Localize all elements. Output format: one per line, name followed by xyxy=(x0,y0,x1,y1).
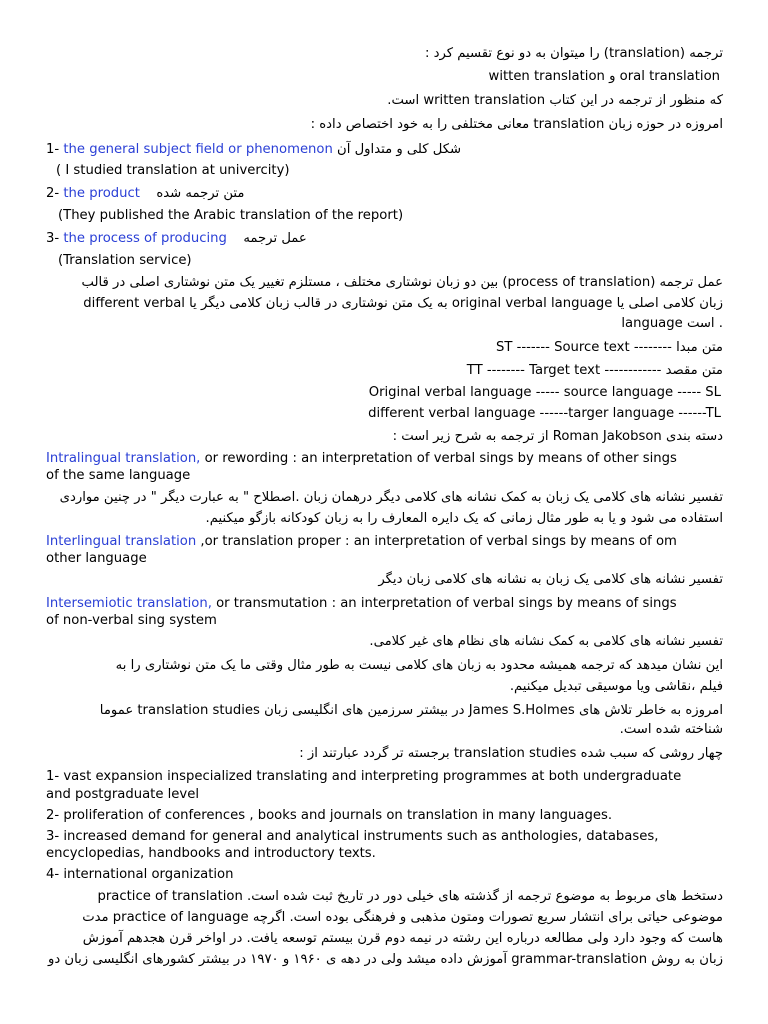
text-line: که منظور از ترجمه در این کتاب written translation است. xyxy=(387,93,723,108)
persian-gloss: عمل ترجمه xyxy=(243,231,307,246)
text-line: other language xyxy=(46,551,147,566)
text-line: encyclopedias, handbooks and introductory texts. xyxy=(46,846,376,861)
item-number: 1- xyxy=(46,142,60,157)
list-item: 2- proliferation of conferences , books and journals on translation in many languages. xyxy=(46,808,613,823)
term-highlight: Interlingual translation xyxy=(46,534,197,549)
persian-gloss: شکل کلی و متداول آن xyxy=(337,142,462,157)
definition-line xyxy=(46,595,677,612)
text-line: ترجمه (translation) را میتوان به دو نوع تقسیم کرد : xyxy=(424,46,723,61)
definition-line xyxy=(46,533,677,550)
text-line: امروزه در حوزه زبان translation معانی مختلفی را به خود اختصاص داده : xyxy=(310,117,723,132)
text-line: فیلم ،نقاشی ویا موسیقی تبدیل میکنیم. xyxy=(509,679,723,694)
definition-line xyxy=(46,450,677,467)
definition-text: ,or translation proper : an interpretation of verbal sings by means of om xyxy=(196,534,677,549)
text-line: different verbal language ------targer language ------TL xyxy=(368,406,721,421)
text-line: چهار روشی که سبب شده translation studies برجسته تر گردد عبارتند از : xyxy=(299,746,723,761)
text-line: language است . xyxy=(621,316,723,331)
text-line: of the same language xyxy=(46,468,191,483)
term-highlight: Intersemiotic translation, xyxy=(46,596,212,611)
item-number: 2- xyxy=(46,186,60,201)
text-line: هاست که وجود دارد ولی مطالعه درباره این رشته در نیمه دوم قرن بیستم توسعه یافت. در اواخر قرن هجدهم آموزش xyxy=(82,931,723,946)
persian-gloss: متن ترجمه شده xyxy=(156,186,245,201)
example-line: (Translation service) xyxy=(58,253,192,268)
text-line: زبان کلامی اصلی یا original verbal language به یک متن نوشتاری در قالب زبان کلامی دیگر یا different verbal xyxy=(83,296,723,311)
example-line: ( I studied translation at univercity) xyxy=(56,163,290,178)
text-line: شناخته شده است. xyxy=(619,722,723,737)
list-item xyxy=(46,185,244,202)
text-line: تفسیر نشانه های کلامی یک زبان به نشانه های کلامی زبان دیگر xyxy=(378,572,723,587)
definition-text: or transmutation : an interpretation of verbal sings by means of sings xyxy=(211,596,677,611)
item-number: 3- xyxy=(46,231,60,246)
text-line: and postgraduate level xyxy=(46,787,200,802)
term-highlight: the process of producing xyxy=(63,231,227,246)
text-line: تفسیر نشانه های کلامی یک زبان به کمک نشانه های کلامی دیگر درهمان زبان .اصطلاح " به عبارت دیگر " در چنین مواردی xyxy=(59,490,723,505)
text-line: امروزه به خاطر تلاش های James S.Holmes در بیشتر سرزمین های انگلیسی زبان translation studies عموما xyxy=(99,703,723,718)
definition-text: or rewording : an interpretation of verbal sings by means of other sings xyxy=(200,451,677,466)
text-line: زبان به روش grammar-translation آموزش داده میشد ولی در دهه ی ۱۹۶۰ و ۱۹۷۰ در بیشتر کشورهای انگلیسی زبان دو xyxy=(48,952,723,967)
text-line: دستخط های مربوط به موضوع ترجمه از گذشته های خیلی دور در تاریخ ثبت شده است. practice of translation xyxy=(97,889,723,904)
text-line: این نشان میدهد که ترجمه همیشه محدود به زبان های کلامی نیست به طور مثال وقتی ما یک متن نوشتاری را به xyxy=(115,658,723,673)
text-line: متن مبدا -------- ST ------- Source text xyxy=(496,340,723,355)
text-line: of non-verbal sing system xyxy=(46,613,217,628)
list-item: 4- international organization xyxy=(46,867,234,882)
text-line: تفسیر نشانه های کلامی به کمک نشانه های نظام های غیر کلامی. xyxy=(369,634,723,649)
term-highlight: the product xyxy=(63,186,140,201)
text-line: متن مقصد ------------ TT -------- Target text xyxy=(466,363,723,378)
list-item xyxy=(46,141,461,158)
term-highlight: the general subject field or phenomenon xyxy=(63,142,333,157)
text-line: witten translation و oral translation xyxy=(488,69,720,84)
list-item: 1- vast expansion inspecialized translating and interpreting programmes at both undergraduate xyxy=(46,769,682,784)
text-line: دسته بندی Roman Jakobson از ترجمه به شرح زیر است : xyxy=(392,429,723,444)
list-item: 3- increased demand for general and analytical instruments such as anthologies, databases, xyxy=(46,829,659,844)
text-line: استفاده می شود و یا به طور مثال زمانی که یک دایره المعارف را به زبان کودکانه بازگو میکنیم. xyxy=(205,511,723,526)
text-line: موضوعی حیاتی برای انتشار سریع تصورات ومتون مذهبی و فرهنگی بوده است. اگرچه practice of language مدت xyxy=(82,910,723,925)
example-line: (They published the Arabic translation of the report) xyxy=(58,208,404,223)
term-highlight: Intralingual translation, xyxy=(46,451,201,466)
text-line: عمل ترجمه (process of translation) بین دو زبان نوشتاری مختلف ، مستلزم تغییر یک متن نوشتاری اصلی در قالب xyxy=(81,275,723,290)
text-line: Original verbal language ----- source language ----- SL xyxy=(368,385,721,400)
list-item xyxy=(46,230,307,247)
